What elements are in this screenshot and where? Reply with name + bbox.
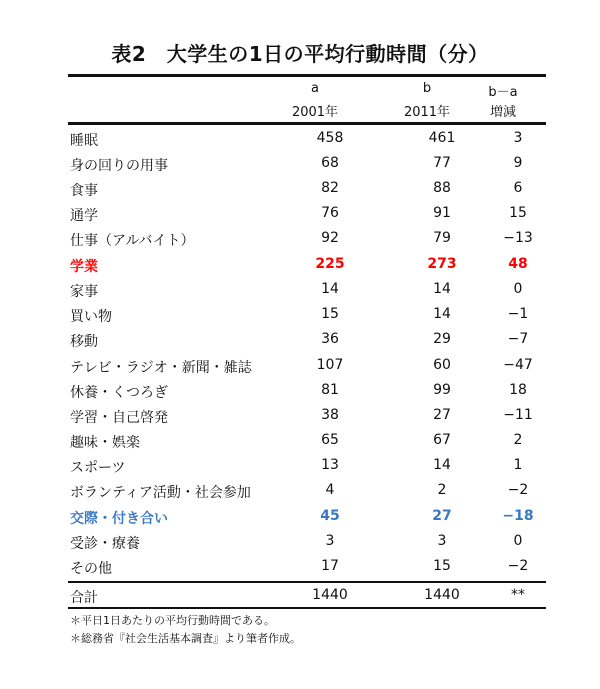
footnote: ＊総務省『社会生活基本調査』より筆者作成。 bbox=[70, 632, 301, 645]
value-2011: 67 bbox=[433, 432, 451, 448]
table-row bbox=[70, 407, 546, 432]
value-2001: 107 bbox=[316, 357, 344, 373]
table-row bbox=[70, 281, 546, 306]
value-diff: 3 bbox=[513, 130, 523, 146]
value-2001: 76 bbox=[321, 205, 339, 221]
value-diff: −13 bbox=[503, 230, 533, 246]
value-2011: 14 bbox=[433, 306, 451, 322]
value-diff: −18 bbox=[502, 508, 534, 524]
top-rule bbox=[68, 74, 546, 77]
row-label: 睡眠 bbox=[70, 133, 98, 149]
row-label: 交際・付き合い bbox=[70, 511, 168, 527]
row-label: 仕事（アルバイト） bbox=[70, 233, 195, 249]
value-diff: −47 bbox=[503, 357, 533, 373]
table-row bbox=[70, 331, 546, 356]
value-2011: 461 bbox=[428, 130, 456, 146]
value-2001: 92 bbox=[321, 230, 339, 246]
row-label: 食事 bbox=[70, 183, 98, 199]
value-2001: 36 bbox=[321, 331, 339, 347]
value-2011: 14 bbox=[433, 457, 451, 473]
value-2011: 60 bbox=[433, 357, 451, 373]
header-col-diff-top: b－a bbox=[488, 85, 518, 100]
value-diff: 15 bbox=[509, 205, 527, 221]
value-2001: 225 bbox=[315, 256, 345, 272]
table-row bbox=[70, 482, 546, 507]
value-2001: 13 bbox=[321, 457, 339, 473]
row-label: 家事 bbox=[70, 284, 98, 300]
value-2001: 65 bbox=[321, 432, 339, 448]
row-label: 趣味・娯楽 bbox=[70, 435, 140, 451]
total-2001: 1440 bbox=[312, 587, 348, 603]
row-label: テレビ・ラジオ・新聞・雑誌 bbox=[70, 360, 252, 376]
row-label: 受診・療養 bbox=[70, 536, 140, 552]
table-row bbox=[70, 558, 546, 583]
value-2001: 3 bbox=[325, 533, 335, 549]
value-diff: 0 bbox=[513, 533, 523, 549]
value-2001: 45 bbox=[320, 508, 340, 524]
value-2001: 4 bbox=[325, 482, 335, 498]
table-row bbox=[70, 306, 546, 331]
value-2011: 91 bbox=[433, 205, 451, 221]
value-diff: −2 bbox=[507, 482, 529, 498]
value-diff: 1 bbox=[513, 457, 523, 473]
header-rule bbox=[68, 122, 546, 125]
header-col-b-top: b bbox=[422, 81, 432, 96]
table-row bbox=[70, 230, 546, 255]
table-row bbox=[70, 130, 546, 155]
value-2001: 17 bbox=[321, 558, 339, 574]
total-diff: ** bbox=[511, 587, 525, 603]
table-row bbox=[70, 205, 546, 230]
row-label: 移動 bbox=[70, 334, 98, 350]
table-title: 表2 大学生の1日の平均行動時間（分） bbox=[111, 42, 489, 66]
value-2001: 82 bbox=[321, 180, 339, 196]
value-2011: 29 bbox=[433, 331, 451, 347]
total-rule bbox=[68, 581, 546, 583]
value-diff: 2 bbox=[513, 432, 523, 448]
value-diff: −2 bbox=[507, 558, 529, 574]
table-row bbox=[70, 432, 546, 457]
table-row bbox=[70, 533, 546, 558]
value-diff: 18 bbox=[509, 382, 527, 398]
row-label: 通学 bbox=[70, 208, 98, 224]
value-2001: 14 bbox=[321, 281, 339, 297]
row-label: 学習・自己啓発 bbox=[70, 410, 168, 426]
row-label: その他 bbox=[70, 561, 112, 577]
value-diff: 48 bbox=[508, 256, 528, 272]
table-row bbox=[70, 357, 546, 382]
value-2001: 81 bbox=[321, 382, 339, 398]
table-row-highlight-study bbox=[70, 256, 546, 281]
footnote: ＊平日1日あたりの平均行動時間である。 bbox=[70, 614, 275, 627]
value-2011: 79 bbox=[433, 230, 451, 246]
header-col-b-year: 2011年 bbox=[403, 105, 451, 120]
value-2011: 77 bbox=[433, 155, 451, 171]
value-2011: 15 bbox=[433, 558, 451, 574]
row-label: 休養・くつろぎ bbox=[70, 385, 168, 401]
header-col-diff-label: 増減 bbox=[489, 105, 516, 120]
row-label: 身の回りの用事 bbox=[70, 158, 168, 174]
value-diff: −11 bbox=[503, 407, 533, 423]
row-label: スポーツ bbox=[70, 460, 126, 476]
row-label: ボランティア活動・社会参加 bbox=[70, 485, 251, 501]
value-2001: 15 bbox=[321, 306, 339, 322]
value-2011: 88 bbox=[433, 180, 451, 196]
row-label: 買い物 bbox=[70, 309, 112, 325]
value-2011: 14 bbox=[433, 281, 451, 297]
header-col-a-top: a bbox=[311, 81, 319, 96]
value-2011: 27 bbox=[432, 508, 452, 524]
value-2001: 68 bbox=[321, 155, 339, 171]
value-diff: −7 bbox=[507, 331, 529, 347]
table-row bbox=[70, 180, 546, 205]
value-2011: 99 bbox=[433, 382, 451, 398]
table-row-highlight-social bbox=[70, 508, 546, 533]
value-2001: 458 bbox=[316, 130, 344, 146]
value-2011: 3 bbox=[437, 533, 447, 549]
value-2001: 38 bbox=[321, 407, 339, 423]
value-diff: 6 bbox=[513, 180, 523, 196]
row-label: 学業 bbox=[70, 259, 98, 275]
table-row bbox=[70, 382, 546, 407]
value-2011: 273 bbox=[427, 256, 457, 272]
value-2011: 2 bbox=[437, 482, 447, 498]
value-diff: −1 bbox=[507, 306, 529, 322]
value-diff: 9 bbox=[513, 155, 523, 171]
header-col-a-year: 2001年 bbox=[291, 105, 339, 120]
value-diff: 0 bbox=[513, 281, 523, 297]
total-2011: 1440 bbox=[424, 587, 460, 603]
table-row bbox=[70, 155, 546, 180]
value-2011: 27 bbox=[433, 407, 451, 423]
bottom-rule bbox=[68, 607, 546, 609]
table-row bbox=[70, 457, 546, 482]
total-label: 合計 bbox=[70, 590, 98, 606]
